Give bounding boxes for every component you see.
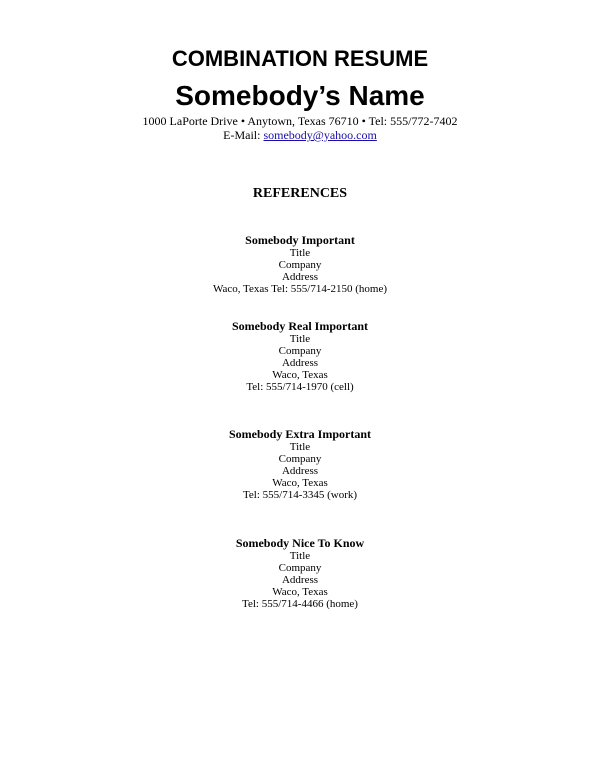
reference-entry — [0, 234, 600, 295]
email-link[interactable]: somebody@yahoo.com — [263, 128, 377, 142]
reference-city: Waco, Texas — [272, 586, 328, 598]
reference-address: Address — [281, 465, 319, 477]
reference-name: Somebody Extra Important — [228, 427, 371, 441]
contact-address-line: 1000 LaPorte Drive • Anytown, Texas 76710 • Tel: 555/772-7402 — [142, 114, 458, 128]
reference-company: Company — [278, 453, 322, 465]
email-label: E-Mail: — [223, 128, 261, 142]
reference-title: Title — [289, 441, 311, 453]
reference-entry — [0, 537, 600, 610]
reference-company: Company — [278, 259, 322, 271]
reference-phone: Tel: 555/714-1970 (cell) — [246, 381, 354, 393]
candidate-name: Somebody’s Name — [175, 80, 425, 111]
contact-email-line — [0, 128, 600, 142]
references-heading: REFERENCES — [252, 186, 348, 201]
reference-address: Address — [281, 271, 319, 283]
reference-city: Waco, Texas — [272, 477, 328, 489]
reference-company: Company — [278, 562, 322, 574]
reference-title: Title — [289, 333, 311, 345]
reference-company: Company — [278, 345, 322, 357]
reference-address: Address — [281, 357, 319, 369]
reference-name: Somebody Important — [245, 233, 355, 247]
reference-entry — [0, 428, 600, 501]
reference-phone: Tel: 555/714-3345 (work) — [242, 489, 358, 501]
reference-name: Somebody Nice To Know — [235, 536, 365, 550]
reference-city-phone: Waco, Texas Tel: 555/714-2150 (home) — [212, 283, 388, 295]
reference-phone: Tel: 555/714-4466 (home) — [242, 598, 358, 610]
document-type-heading: COMBINATION RESUME — [171, 46, 429, 71]
reference-title: Title — [289, 550, 311, 562]
reference-title: Title — [289, 247, 311, 259]
reference-address: Address — [281, 574, 319, 586]
reference-city: Waco, Texas — [272, 369, 328, 381]
reference-entry — [0, 320, 600, 393]
reference-name: Somebody Real Important — [231, 319, 368, 333]
